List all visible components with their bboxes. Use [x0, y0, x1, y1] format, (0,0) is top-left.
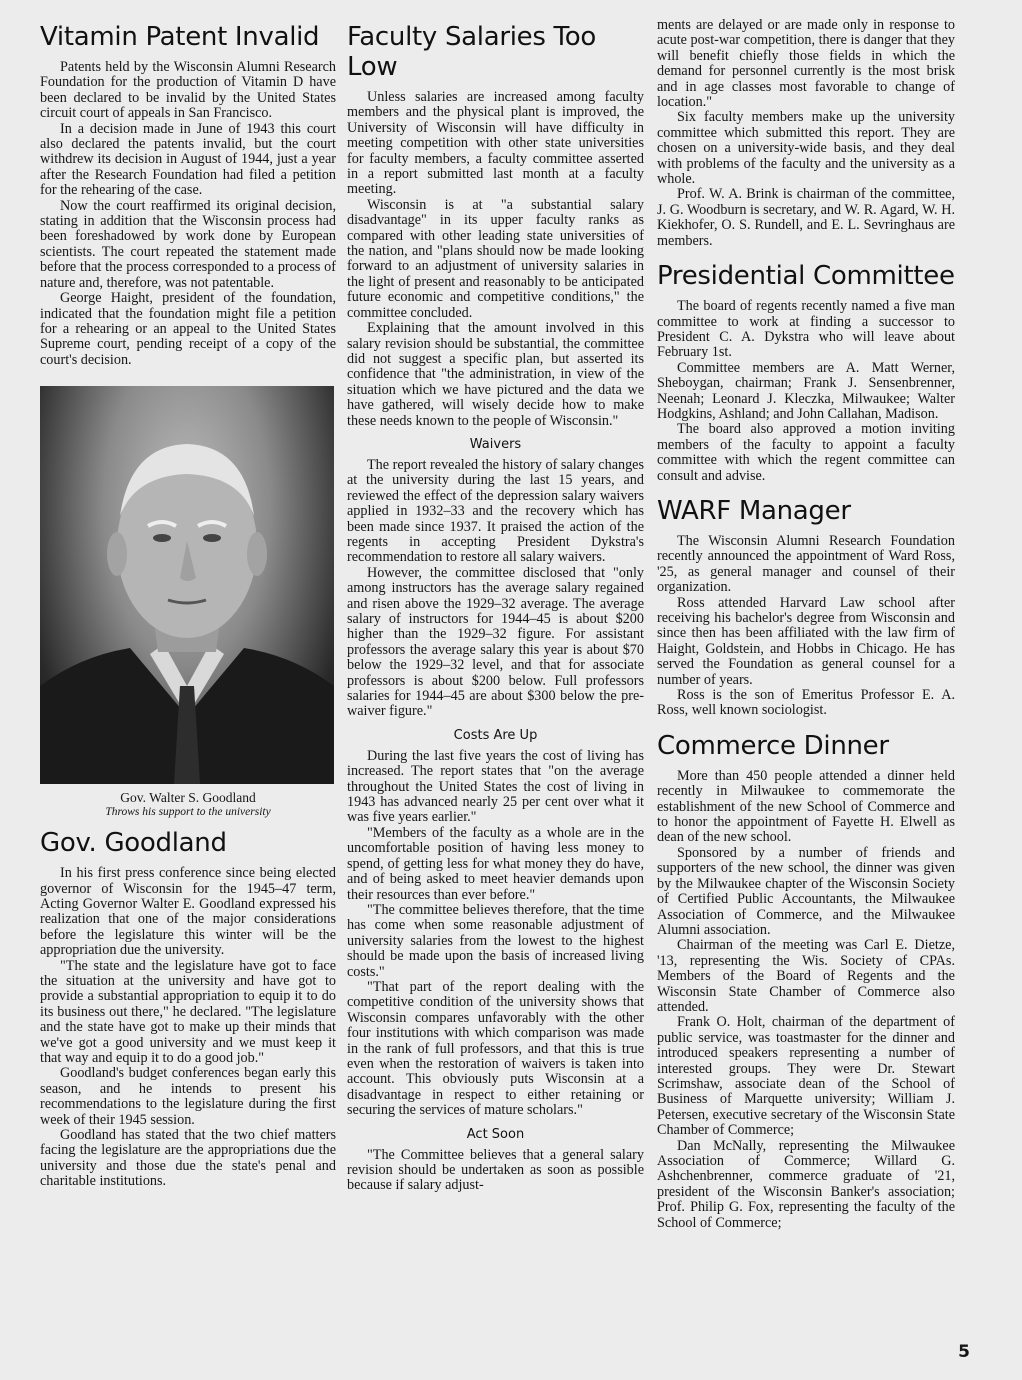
paragraph: Explaining that the amount involved in this salary revision should be substantial, the committee did not suggest a specific plan, but asserted its confidence that "the administration, in view of the situation which we have pictured and the data we have gathered, will wisely decide how to make these needs known to the people of Wisconsin." [347, 320, 644, 429]
article-commerce-body [657, 769, 955, 1231]
article-salaries-continued [657, 18, 955, 249]
paragraph: ments are delayed or are made only in response to acute post-war competition, there is danger that they will benefit chiefly those fields in which the demand for personnel currently is the most brisk and in age classes most favorable to change of location." [657, 17, 955, 111]
section-costs-body [347, 749, 644, 1119]
paragraph: Six faculty members make up the university committee which submitted this report. They are chosen on a university-wide basis, and they deal with problems of the faculty and the university as a whole. [657, 109, 955, 188]
paragraph: Sponsored by a number of friends and supporters of the new school, the dinner was given by the Milwaukee chapter of the Wisconsin Society of Certified Public Accountants, the Milwaukee Association of Commerce, and the Milwaukee Alumni association. [657, 844, 955, 938]
paragraph: In his first press conference since being elected governor of Wisconsin for the 1945–47 term, Acting Governor Walter E. Goodland expressed his realization that one of the major considerations before the legislature this winter will be the appropriation due the university. [40, 865, 336, 959]
headline-vitamin-patent: Vitamin Patent Invalid [40, 22, 320, 52]
headline-presidential-committee: Presidential Committee [657, 261, 955, 292]
paragraph: Prof. W. A. Brink is chairman of the committee, J. G. Woodburn is secretary, and W. R. Agard, W. H. Kiekhofer, O. S. Rundell, and E. L. Sevringhaus are members. [657, 186, 955, 249]
paragraph: Goodland's budget conferences began early this season, and he intends to present his recommendations to the legislature during the first week of their 1945 session. [40, 1065, 336, 1128]
paragraph: Chairman of the meeting was Carl E. Dietze, '13, representing the Wis. Society of CPAs. Members of the Board of Regents and the Wisconsin State Chamber of Commerce also attended. [657, 937, 955, 1015]
subhead-act-soon: Act Soon [466, 1126, 525, 1142]
paragraph: More than 450 people attended a dinner held recently in Milwaukee to commemorate the establishment of the new School of Commerce and to honor the appointment of Fayette H. Elwell as dean of the new school. [657, 767, 955, 846]
paragraph: Now the court reaffirmed its original decision, stating in addition that the Wisconsin process had been foreshadowed by work done by European scientists. The court repeated the statement made before that the process corresponded to a process of nature and, therefore, was not patentable. [40, 197, 336, 291]
article-goodland-body [40, 866, 336, 1190]
subhead-waivers: Waivers [469, 436, 522, 452]
paragraph: The board also approved a motion inviting members of the faculty to appoint a faculty committee with which the regent committee can consult and advise. [657, 421, 955, 484]
article-warf-body [657, 534, 955, 719]
headline-faculty-salaries: Faculty Salaries Too Low [347, 22, 596, 82]
article-vitamin-body [40, 60, 336, 368]
paragraph: In a decision made in June of 1943 this court also declared the patents invalid, but the court withdrew its decision in August of 1944, just a year after the Research Foundation had filed a petition for the rehearing of the case. [40, 120, 336, 199]
paragraph: Ross attended Harvard Law school after receiving his bachelor's degree from Wisconsin and since then has been affiliated with the law firm of Haight, Goldstein, and Hobbs in Chicago. He has served the Foundation as general counsel for a number of years. [657, 594, 955, 688]
article-presidential-body [657, 299, 955, 484]
paragraph: Frank O. Holt, chairman of the department of public service, was toastmaster for the dinner and introduced speakers representing a number of interested groups. They were Dr. Stewart Scrimshaw, associate dean of the School of Business of Marquette university; William J. Petersen, executive secretary of the Wisconsin State Chamber of Commerce; [657, 1014, 955, 1139]
section-waivers-body [347, 458, 644, 720]
paragraph: "The state and the legislature have got to face the situation at the university and have got to provide a substantial appropriation to equip it to do its business out there," he declared. "The legislature and the state have got to make up their minds that we've got a good university and we must keep it that way and equip it to do a good job." [40, 957, 336, 1066]
subhead-costs-are-up: Costs Are Up [453, 727, 538, 743]
paragraph: Patents held by the Wisconsin Alumni Research Foundation for the production of Vitamin D have been declared to be invalid by the United States circuit court of appeals in San Francisco. [40, 59, 336, 122]
column-right [657, 18, 955, 1231]
portrait-photo-goodland [40, 386, 334, 784]
column-middle [347, 18, 644, 1194]
portrait-illustration [40, 386, 334, 784]
paragraph: Unless salaries are increased among faculty members and the physical plant is improved, the University of Wisconsin will have difficulty in meeting competition with other state universities for faculty members, a faculty committee asserted in a report submitted last month at a faculty meeting. [347, 89, 644, 198]
paragraph: "The Committee believes that a general salary revision should be undertaken as soon as possible because if salary adjust- [347, 1146, 644, 1194]
paragraph: Goodland has stated that the two chief matters facing the legislature are the appropriations due the university and those due the state's penal and charitable institutions. [40, 1127, 336, 1190]
paragraph: During the last five years the cost of living has increased. The report states that "on the average throughout the United States the cost of living in 1943 has advanced nearly 25 per cent over what it was five years earlier." [347, 747, 644, 826]
paragraph: George Haight, president of the foundation, indicated that the foundation might file a petition for a rehearing or an appeal to the United States Supreme court, pending receipt of a copy of the court's decision. [40, 290, 336, 368]
paragraph: Wisconsin is at "a substantial salary disadvantage" in its upper faculty ranks as compared with other leading state universities of the nation, and "plans should now be made looking forward to an adjustment of university salaries in the light of present and reasonably to be anticipated future economic and competitive conditions," the committee concluded. [347, 196, 644, 321]
headline-warf-manager: WARF Manager [657, 495, 851, 526]
paragraph: The report revealed the history of salary changes at the university during the last 15 years, and reviewed the effect of the depression salary waivers applied in 1932–33 and the recovery which has been made since 1937. It praised the action of the regents in accepting President Dykstra's recommendation to restore all salary waivers. [347, 456, 644, 566]
column-left [40, 18, 336, 1190]
paragraph: Dan McNally, representing the Milwaukee Association of Commerce; Willard G. Ashchenbrenner, commerce graduate of '21, president of the Wisconsin Banker's association; Prof. Philip G. Fox, representing the faculty of the School of Commerce; [657, 1137, 955, 1231]
photo-subcaption: Throws his support to the university [105, 806, 271, 819]
headline-gov-goodland: Gov. Goodland [40, 828, 227, 859]
headline-commerce-dinner: Commerce Dinner [657, 730, 889, 761]
paragraph: However, the committee disclosed that "only among instructors has the average salary regained and risen above the 1929–32 average. The average salary of instructors for 1944–45 is about $200 higher than the 1929–32 figure. For assistant professors the average salary this year is about $70 below the 1929–32 level, and that for associate professors is about $200 below. Full professors salaries for 1944–45 are about $300 below the pre-waiver figure." [347, 564, 644, 720]
paragraph: The board of regents recently named a five man committee to work at finding a successor to President C. A. Dykstra who will leave about February 1st. [657, 298, 955, 361]
paragraph: "Members of the faculty as a whole are in the uncomfortable position of having less money to spend, of getting less for what money they do have, and of being asked to meet heavier demands upon their resources than ever before." [347, 824, 644, 903]
paragraph: Committee members are A. Matt Werner, Sheboygan, chairman; Frank J. Sensenbrenner, Neenah; Leonard J. Kleczka, Milwaukee; Walter Hodgkins, Ashland; and John Callahan, Madison. [657, 359, 955, 422]
paragraph: "The committee believes therefore, that the time has come when some reasonable adjustment of university salaries from the lowest to the highest should be made upon the basis of increased living costs." [347, 901, 644, 980]
section-act-soon-body [347, 1148, 644, 1194]
paragraph: "That part of the report dealing with the competitive condition of the university shows that Wisconsin compares unfavorably with the other four institutions with which comparison was made in the rank of full professors, and that this is true even when the restoration of waivers is taken into account. This obviously puts Wisconsin at a disadvantage in respect to either retaining or securing the services of mature scholars." [347, 978, 644, 1119]
photo-caption: Gov. Walter S. Goodland [120, 790, 256, 806]
article-salaries-body [347, 90, 644, 429]
page-number: 5 [958, 1342, 970, 1362]
paragraph: Ross is the son of Emeritus Professor E. A. Ross, well known sociologist. [657, 687, 955, 719]
paragraph: The Wisconsin Alumni Research Foundation recently announced the appointment of Ward Ross, '25, as general manager and counsel of their organization. [657, 532, 955, 596]
